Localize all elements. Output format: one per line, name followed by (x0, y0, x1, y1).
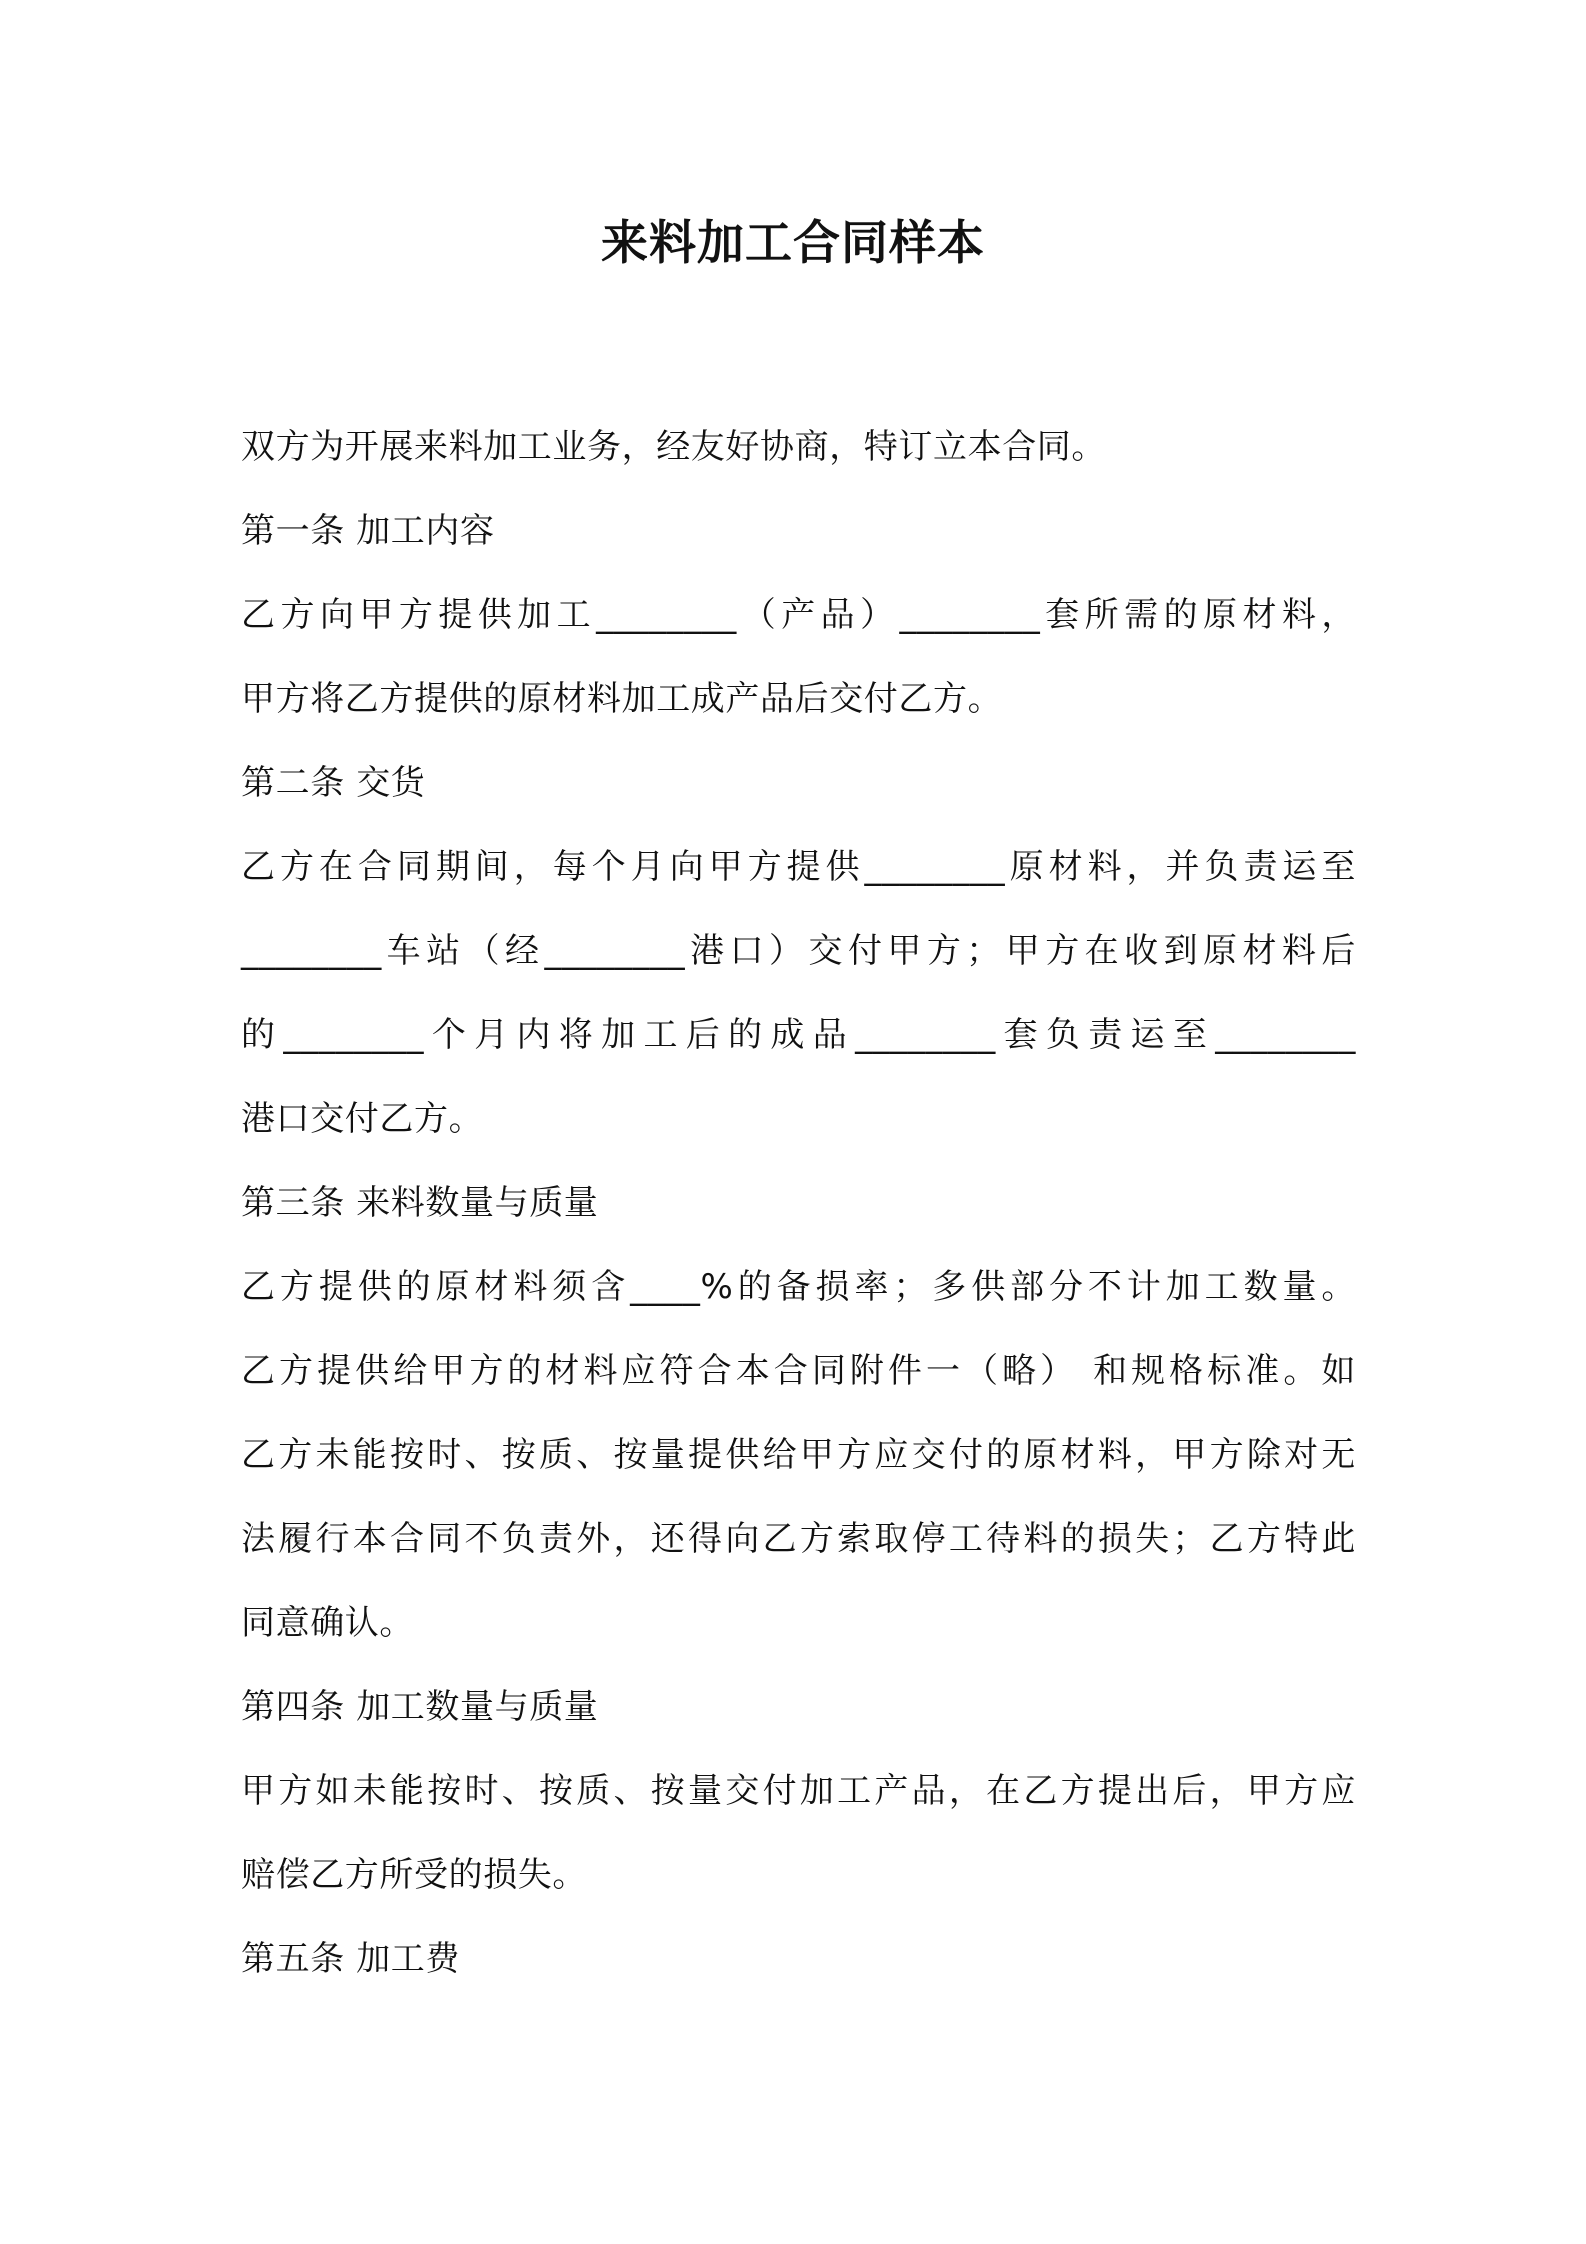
document-body (241, 405, 1356, 2001)
article-3-text-line: 法履行本合同不负责外，还得向乙方索取停工待料的损失；乙方特此 (241, 1519, 1356, 1559)
article-4-heading: 第四条 加工数量与质量 (241, 1687, 599, 1727)
article-4-text-line: 赔偿乙方所受的损失。 (241, 1855, 587, 1895)
article-3-text-line: 乙方提供给甲方的材料应符合本合同附件一（略） 和规格标准。如 (241, 1351, 1356, 1391)
article-2-text-line: 港口交付乙方。 (241, 1099, 484, 1139)
article-3-heading: 第三条 来料数量与质量 (241, 1183, 599, 1223)
article-5-heading: 第五条 加工费 (241, 1939, 461, 1979)
article-1-text-line: 甲方将乙方提供的原材料加工成产品后交付乙方。 (241, 679, 1003, 719)
article-2-heading: 第二条 交货 (241, 763, 426, 803)
article-3-text-line: 同意确认。 (241, 1603, 414, 1643)
article-2-text-line: 的________个月内将加工后的成品________套负责运至________ (241, 1015, 1356, 1055)
document-title: 来料加工合同样本 (601, 216, 985, 271)
article-3-text-line: 乙方提供的原材料须含____%的备损率；多供部分不计加工数量。 (241, 1267, 1356, 1307)
article-2-text-line: ________车站（经________港口）交付甲方；甲方在收到原材料后 (241, 931, 1356, 971)
preamble-paragraph: 双方为开展来料加工业务，经友好协商，特订立本合同。 (241, 427, 1106, 467)
article-4-text-line: 甲方如未能按时、按质、按量交付加工产品，在乙方提出后，甲方应 (241, 1771, 1356, 1811)
article-1-heading: 第一条 加工内容 (241, 511, 495, 551)
article-1-text-line: 乙方向甲方提供加工________（产品）________套所需的原材料， (241, 595, 1356, 635)
article-2-text-line: 乙方在合同期间，每个月向甲方提供________原材料，并负责运至 (241, 847, 1356, 887)
article-3-text-line: 乙方未能按时、按质、按量提供给甲方应交付的原材料，甲方除对无 (241, 1435, 1356, 1475)
